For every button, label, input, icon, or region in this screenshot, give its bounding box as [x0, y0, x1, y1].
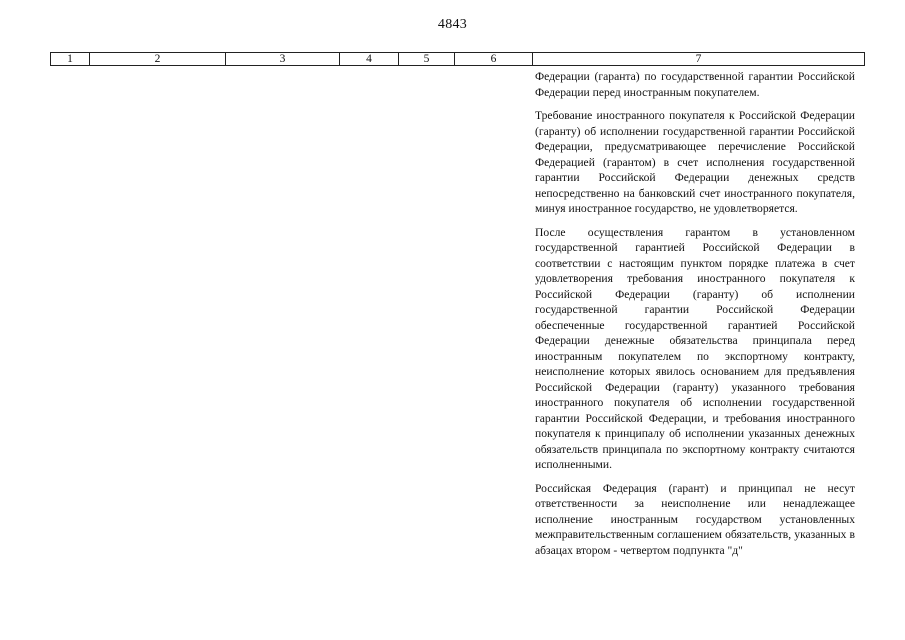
column-header-7: 7 [695, 53, 702, 65]
paragraph-4: Российская Федерация (гарант) и принципал не несут ответственности за неисполнение или ненадлежащее исполнение иностранным государством установленных межправительственным соглашением обязательств, указанных в абзацах втором - четвертом подпункта "д" [535, 481, 855, 557]
paragraph-1: Федерации (гаранта) по государственной гарантии Российской Федерации перед иностранным покупателем. [535, 70, 855, 99]
column-header-4: 4 [340, 53, 399, 65]
page-number: 4843 [437, 17, 468, 32]
column-header-2: 2 [90, 53, 226, 65]
column-header-3: 3 [226, 53, 340, 65]
column-header-5: 5 [399, 53, 455, 65]
paragraph-2: Требование иностранного покупателя к Российской Федерации (гаранту) об исполнении государственной гарантии Российской Федерации, предусматривающее перечисление Российской Федерацией (гарантом) в счет исполнения государственной гарантии Российской Федерации денежных средств непосредственно на банковский счет иностранного покупателя, минуя иностранное государство, не удовлетворяется. [535, 109, 855, 215]
column-header-6: 6 [455, 53, 533, 65]
column-7-text [535, 69, 855, 566]
table-column-header-row [50, 52, 865, 66]
paragraph-3: После осуществления гарантом в установленном государственной гарантией Российской Федерации в соответствии с настоящим пунктом порядке платежа в счет удовлетворения требования иностранного покупателя к Российской Федерации (гаранту) об исполнении государственной гарантии Российской Федерации обеспеченные государственной гарантией Российской Федерации денежные обязательства принципала перед иностранным покупателем по экспортному контракту, неисполнение которых явилось основанием для предъявления Российской Федерации (гаранту) указанного требования иностранного покупателя об исполнении государственной гарантии Российской Федерации, и требования иностранного покупателя к принципалу об исполнении указанных денежных обязательств принципала по экспортному контракту считаются исполненными. [535, 225, 855, 471]
column-header-1: 1 [51, 53, 90, 65]
